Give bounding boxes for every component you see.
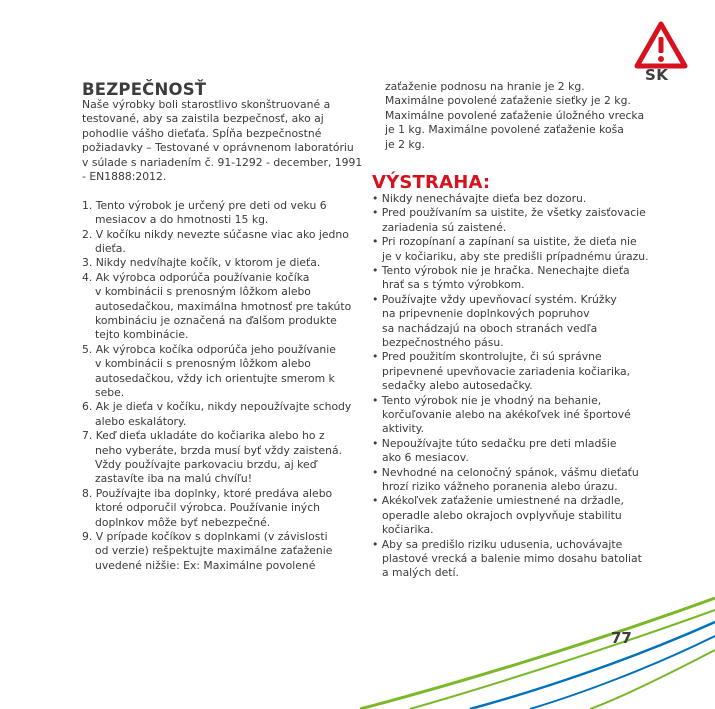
warning-list-item-line: • Tento výrobok nie je vhodný na behanie, bbox=[372, 393, 602, 407]
warning-list-item-line: je v kočiariku, aby ste predišli prípadnému úrazu. bbox=[382, 249, 649, 263]
safety-continued-line: je 1 kg. Maximálne povolené zaťaženie koša bbox=[385, 123, 624, 137]
page-number: 77 bbox=[611, 629, 632, 647]
safety-list-item-line: kombináciu je označená na ďalšom produkte bbox=[95, 314, 337, 327]
warning-list-item-line: operadle alebo okrajoch ovplyvňuje stabilitu bbox=[382, 508, 622, 522]
warning-list-item-line: • Akékoľvek zaťaženie umiestnené na držadle, bbox=[372, 494, 624, 508]
warning-list-item-line: • Tento výrobok nie je hračka. Nenechajte dieťa bbox=[372, 264, 630, 277]
warning-list-item-line: • Používajte vždy upevňovací systém. Krúžky bbox=[372, 292, 617, 306]
safety-continued-line: Maximálne povolené zaťaženie úložného vrecka bbox=[385, 108, 645, 122]
safety-continued-line: je 2 kg. bbox=[385, 137, 425, 151]
warning-list-item-line: • Pred použitím skontrolujte, či sú správne bbox=[372, 350, 602, 364]
safety-list-item-line: 5. Ak výrobca kočíka odporúča jeho používanie bbox=[82, 342, 336, 356]
safety-list-item-line: 9. V prípade kočíkov s doplnkami (v závislosti bbox=[82, 530, 328, 543]
warning-list-item-line: korčuľovanie alebo na akékoľvek iné športové bbox=[382, 408, 631, 421]
safety-list-item-line: neho vyberáte, brzda musí byť vždy zaistená. bbox=[95, 443, 343, 457]
safety-list-item-line: 2. V kočíku nikdy nevezte súčasne viac ako jedno bbox=[82, 227, 349, 241]
warning-list-item-line: a malých detí. bbox=[382, 566, 459, 580]
warning-list-item-line: sa nachádzajú na oboch stranách vedľa bbox=[382, 321, 598, 335]
safety-list-item-line: v kombinácii s prenosným lôžkom alebo bbox=[95, 357, 311, 371]
safety-list-item-line: 8. Používajte iba doplnky, ktoré predáva alebo bbox=[82, 486, 333, 500]
safety-list-item-line: autosedačkou, vždy ich orientujte smerom k bbox=[95, 371, 335, 385]
warning-list-item-line: hrozí riziko vážneho poranenia alebo úrazu. bbox=[382, 480, 618, 493]
warning-list-item-line: na pripevnenie doplnkových popruhov bbox=[382, 307, 590, 321]
safety-list-item-line: sebe. bbox=[95, 386, 125, 399]
warning-list-item-line: bezpečnostného pásu. bbox=[382, 336, 504, 349]
warning-list-item-line: zariadenia sú zaistené. bbox=[382, 220, 507, 234]
safety-list-item-line: tejto kombinácie. bbox=[95, 328, 189, 342]
language-code: SK bbox=[645, 66, 669, 84]
warning-list-item-line: • Aby sa predišlo riziku udusenia, uchovávajte bbox=[372, 537, 623, 551]
safety-list-item-line: 3. Nikdy nedvíhajte kočík, v ktorom je dieťa. bbox=[82, 256, 321, 270]
safety-intro-line: požiadavky – Testované v oprávnenom laboratóriu bbox=[82, 141, 354, 155]
warning-list-item-line: • Pred používaním sa uistite, že všetky zaisťovacie bbox=[372, 206, 646, 220]
warning-list-item-line: aktivity. bbox=[382, 422, 425, 436]
safety-list-item-line: v kombinácii s prenosným lôžkom alebo bbox=[95, 285, 311, 299]
safety-list-item-line: uvedené nižšie: Ex: Maximálne povolené bbox=[95, 558, 316, 572]
safety-intro-line: pohodlie vášho dieťaťa. Spĺňa bezpečnostné bbox=[82, 126, 322, 140]
warning-list-item-line: plastové vrecká a balenie mimo dosahu batoliat bbox=[382, 552, 642, 565]
safety-intro-line: - EN1888:2012. bbox=[82, 170, 167, 183]
safety-intro-line: testované, aby sa zaistila bezpečnosť, ako aj bbox=[82, 112, 324, 126]
safety-continued-line: zaťaženie podnosu na hranie je 2 kg. bbox=[385, 80, 585, 93]
warning-list-item-line: • Nevhodné na celonočný spánok, vášmu dieťaťu bbox=[372, 465, 639, 479]
warning-triangle-icon bbox=[633, 20, 689, 72]
safety-list-item-line: 7. Keď dieťa ukladáte do kočiarika alebo ho z bbox=[82, 429, 325, 443]
safety-intro-line: Naše výrobky boli starostlivo skonštruované a bbox=[82, 98, 331, 111]
safety-heading: BEZPEČNOSŤ bbox=[82, 80, 207, 99]
safety-list-item-line: 1. Tento výrobok je určený pre deti od veku 6 bbox=[82, 198, 327, 212]
warning-list-item-line: kočiarika. bbox=[382, 523, 434, 537]
safety-list-item-line: 6. Ak je dieťa v kočíku, nikdy nepoužívajte schody bbox=[82, 400, 352, 414]
warning-list-item-line: ako 6 mesiacov. bbox=[382, 451, 469, 465]
safety-list-item-line: autosedačkou, maximálna hmotnosť pre takúto bbox=[95, 299, 352, 313]
warning-list-item-line: • Nepoužívajte túto sedačku pre deti mladšie bbox=[372, 436, 617, 450]
safety-list-item-line: od verzie) rešpektujte maximálne zaťaženie bbox=[95, 544, 333, 558]
warning-list-item-line: • Pri rozopínaní a zapínaní sa uistite, že dieťa nie bbox=[372, 235, 637, 249]
warning-list-item-line: • Nikdy nenechávajte dieťa bez dozoru. bbox=[372, 192, 587, 205]
safety-list-item-line: Vždy používajte parkovaciu brzdu, aj keď bbox=[95, 458, 317, 471]
warning-list-item-line: hrať sa s týmto výrobkom. bbox=[382, 278, 525, 292]
safety-continued-line: Maximálne povolené zaťaženie sieťky je 2 kg. bbox=[385, 94, 631, 108]
warning-list-item-line: sedačky alebo autosedačky. bbox=[382, 379, 533, 393]
safety-list-item-line: ktoré odporučil výrobca. Používanie iných bbox=[95, 501, 320, 515]
warning-list-item-line: pripevnené upevňovacie zariadenia kočiarika, bbox=[382, 364, 631, 378]
safety-list-item-line: dieťa. bbox=[95, 242, 126, 255]
safety-list-item-line: zastavíte iba na malú chvíľu! bbox=[95, 472, 253, 486]
safety-list-item-line: doplnkov môže byť nebezpečné. bbox=[95, 515, 271, 529]
safety-list-item-line: 4. Ak výrobca odporúča používanie kočíka bbox=[82, 270, 310, 284]
safety-list-item-line: alebo eskalátory. bbox=[95, 414, 187, 428]
safety-list-item-line: mesiacov a do hmotnosti 15 kg. bbox=[95, 213, 269, 227]
warning-heading: VÝSTRAHA: bbox=[372, 172, 491, 193]
safety-intro-line: v súlade s nariadením č. 91-1292 - december, 1991 bbox=[82, 155, 363, 169]
